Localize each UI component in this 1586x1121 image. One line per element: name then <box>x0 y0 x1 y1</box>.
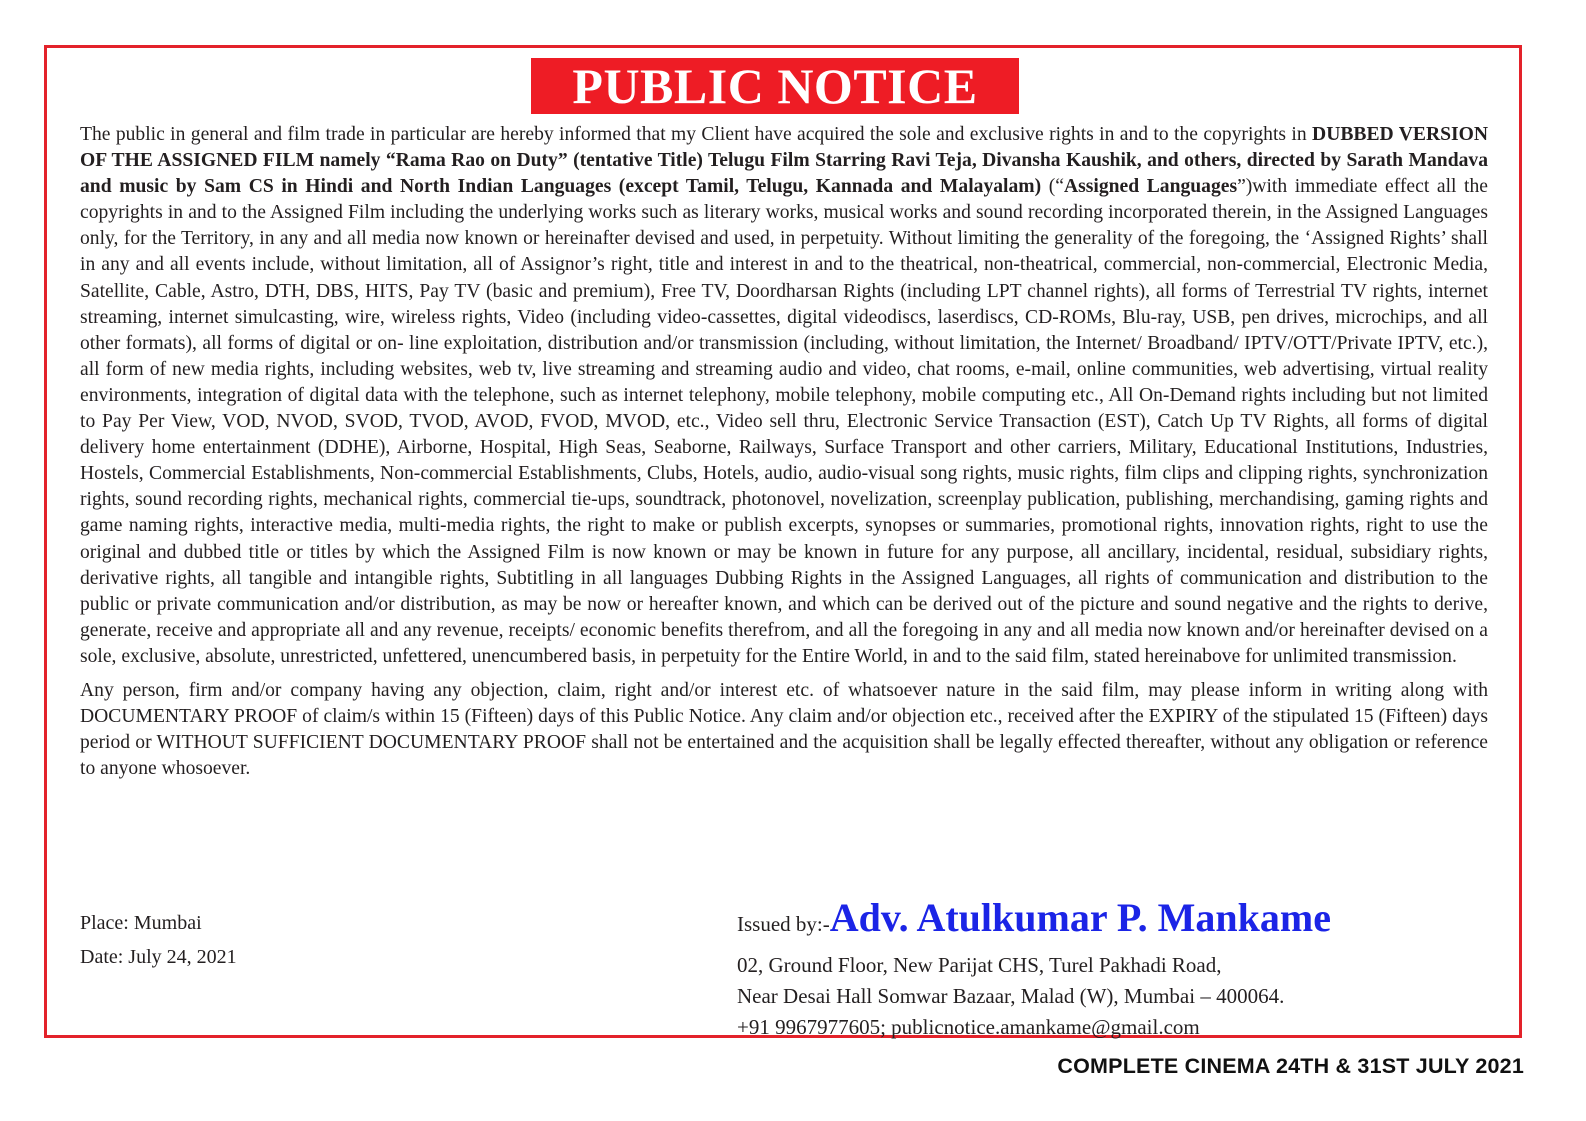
issuer-contact: +91 9967977605; publicnotice.amankame@gmail.com <box>737 1015 1200 1039</box>
publication-footer: COMPLETE CINEMA 24TH & 31ST JULY 2021 <box>1057 1054 1524 1078</box>
notice-body <box>80 122 1488 782</box>
text-segment: (“ <box>1041 176 1064 198</box>
date: Date: July 24, 2021 <box>80 946 237 968</box>
notice-paragraph-2: Any person, firm and/or company having any objection, claim, right and/or interest etc. of whatsoever nature in the said film, may please inform in writing along with DOCUMENTARY PROOF of claim/s within 15 (Fifteen) days of this Public Notice. Any claim and/or objection etc., received after the EXPIRY of the stipulated 15 (Fifteen) days period or WITHOUT SUFFICIENT DOCUMENTARY PROOF shall not be entertained and the acquisition shall be legally effected thereafter, without any obligation or reference to anyone whosoever. <box>80 679 1488 780</box>
issuer-block <box>737 892 1437 1043</box>
place: Place: Mumbai <box>80 912 202 934</box>
notice-paragraph-1 <box>80 122 1488 670</box>
issuer-address-line-2: Near Desai Hall Somwar Bazaar, Malad (W), Mumbai – 400064. <box>737 984 1285 1008</box>
text-segment: The public in general and film trade in particular are hereby informed that my Client have acquired the sole and exclusive rights in and to the copyrights in <box>80 124 1313 145</box>
film-details: DUBBED VERSION OF THE ASSIGNED FILM namely “Rama Rao on Duty” (tentative Title) Telugu Film Starring Ravi Teja, Divansha Kaushik, and others, directed by Sarath Mandava and music by Sam CS in Hindi and North Indian Languages (except Tamil, Telugu, Kannada and Malayalam) <box>80 124 1489 198</box>
issuer-name: Adv. Atulkumar P. Mankame <box>829 895 1331 940</box>
issued-by-label: Issued by:- <box>737 912 830 936</box>
issuer-address-line-1: 02, Ground Floor, New Parijat CHS, Turel Pakhadi Road, <box>737 953 1222 977</box>
issued-by-row <box>737 892 1437 950</box>
assigned-languages-term: Assigned Languages <box>1063 176 1238 198</box>
notice-title: PUBLIC NOTICE <box>531 58 1019 114</box>
text-segment: ”)with immediate effect all the copyrights in and to the Assigned Film including the underlying works such as literary works, musical works and sound recording incorporated therein, in the Assigned Languages only, for the Territory, in any and all media now known or hereinafter devised and used, in perpetuity. Without limiting the generality of the foregoing, the ‘Assigned Rights’ shall in any and all events include, without limitation, all of Assignor’s right, title and interest in and to the theatrical, non-theatrical, commercial, non-commercial, Electronic Media, Satellite, Cable, Astro, DTH, DBS, HITS, Pay TV (basic and premium), Free TV, Doordharsan Rights (including LPT channel rights), all forms of Terrestrial TV rights, internet streaming, internet simulcasting, wire, wireless rights, Video (including video-cassettes, digital videodiscs, laserdiscs, CD-ROMs, Blu-ray, USB, pen drives, microchips, and all other formats), all forms of digital or on- line exploitation, distribution and/or transmission (including, without limitation, the Internet/ Broadband/ IPTV/OTT/Private IPTV, etc.), all form of new media rights, including websites, web tv, live streaming and streaming audio and video, chat rooms, e-mail, online communities, web advertising, virtual reality environments, integration of digital data with the telephone, such as internet telephony, mobile telephony, mobile computing etc., All On-Demand rights including but not limited to Pay Per View, VOD, NVOD, SVOD, TVOD, AVOD, FVOD, MVOD, etc., Video sell thru, Electronic Service Transaction (EST), Catch Up TV Rights, all forms of digital delivery home entertainment (DDHE), Airborne, Hospital, High Seas, Seaborne, Railways, Surface Transport and other carriers, Military, Educational Institutions, Industries, Hostels, Commercial Establishments, Non-commercial Establishments, Clubs, Hotels, audio, audio-visual song rights, music rights, film clips and clipping rights, synchronization rights, sound recording rights, mechanical rights, commercial tie-ups, soundtrack, photonovel, novelization, screenplay publication, publishing, merchandising, gaming rights and game naming rights, interactive media, multi-media rights, the right to make or publish excerpts, synopses or summaries, promotional rights, innovation rights, right to use the original and dubbed title or titles by which the Assigned Film is now known or may be known in future for any purpose, all ancillary, incidental, residual, subsidiary rights, derivative rights, all tangible and intangible rights, Subtitling in all languages Dubbing Rights in the Assigned Languages, all rights of communication and distribution to the public or private communication and/or distribution, as may be now or hereafter known, and which can be derived out of the picture and sound negative and the rights to derive, generate, receive and appropriate all and any revenue, receipts/ economic benefits therefrom, and all the foregoing in any and all media now known and/or hereinafter devised on a sole, exclusive, absolute, unrestricted, unfettered, unencumbered basis, in perpetuity for the Entire World, in and to the said film, stated hereinabove for unlimited transmission. <box>80 176 1488 667</box>
